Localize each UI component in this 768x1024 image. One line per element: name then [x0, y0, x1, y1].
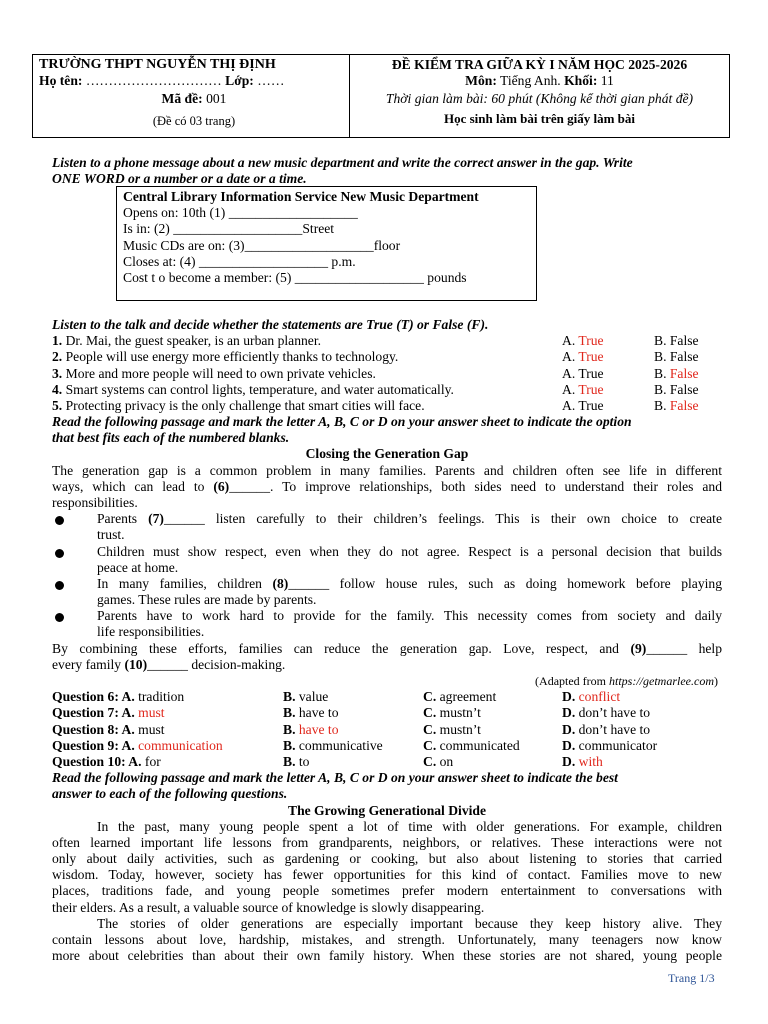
listening-1-section: [52, 155, 722, 187]
option-letter: A.: [121, 705, 139, 721]
option-text: communicated: [439, 737, 520, 753]
paragraph-line: their elders. As a result, a valuable source of knowledge is slowly disappearing.: [52, 899, 485, 915]
option-letter: A.: [562, 349, 579, 365]
option-letter: A.: [562, 381, 579, 397]
cloze-p1-line-3: responsibilities.: [52, 494, 138, 510]
question-row-10: [52, 754, 722, 770]
tf-statement-3: [52, 366, 722, 382]
gap-row-4: Closes at: (4) ___________________ p.m.: [123, 253, 356, 269]
option-b: [283, 722, 339, 738]
text-run: By combining these efforts, families can reduce the generation gap. Love, respect, and: [52, 640, 631, 656]
option-b: [283, 754, 309, 770]
option-text: mustn’t: [439, 705, 481, 721]
paragraph-line: The stories of older generations are especially important because they keep history alive. They: [97, 915, 722, 931]
reading-instruction-1: Read the following passage and mark the letter A, B, C or D on your answer sheet to indicate the best: [52, 770, 618, 786]
option-letter: B.: [283, 689, 299, 705]
option-text: tradition: [138, 689, 185, 705]
true-false-list: [52, 333, 722, 414]
option-letter: A.: [562, 397, 579, 413]
text-run: ______. To improve relationships, both sides need to understand their roles and: [229, 478, 722, 494]
cloze-p1-line-2: [52, 479, 722, 495]
option-text: communication: [138, 737, 223, 753]
option-true: True: [578, 397, 604, 413]
option-letter: A.: [562, 333, 579, 349]
option-text: on: [439, 753, 454, 769]
option-text: communicator: [578, 737, 658, 753]
gap-row-1: Opens on: 10th (1) ___________________: [123, 205, 358, 221]
paragraph-line: places, traditions fade, and young people sometimes prefer modern entertainment to conversations with: [52, 883, 722, 899]
name-blank: …………………………: [82, 73, 226, 88]
option-text: to: [298, 753, 310, 769]
option-true: True: [578, 365, 604, 381]
option-letter: A.: [562, 365, 579, 381]
option-letter: D.: [562, 689, 579, 705]
grade-value: 11: [597, 73, 614, 88]
cloze-p1-line-1: The generation gap is a common problem in many families. Parents and children often see life in different: [52, 462, 722, 478]
reading-paragraph-1: [52, 819, 722, 916]
paragraph-line: contain lessons about love, hardship, mistakes, and strength. Unfortunately, many teenagers now know: [52, 932, 722, 947]
option-true: True: [578, 349, 604, 365]
option-d: [562, 722, 650, 738]
gap-row-3: Music CDs are on: (3)___________________floor: [123, 237, 401, 253]
statement-text: Protecting privacy is the only challenge that smart cities will face.: [62, 397, 425, 413]
bullet-line: Parents have to work hard to provide for the family. This necessity comes from society and daily: [97, 608, 722, 624]
header-school-info: [33, 55, 350, 137]
option-letter: B.: [283, 737, 299, 753]
paragraph-line: In the past, many young people spent a lot of time with older generations. For example, children: [97, 818, 722, 834]
bullet-dot: [55, 613, 64, 622]
time-note: Thời gian làm bài: 60 phút (Không kể thời gian phát đề): [385, 91, 694, 106]
reading-instruction-2: answer to each of the following questions.: [52, 786, 288, 802]
cloze-p2-line-2: [52, 657, 722, 673]
subject-line: [350, 73, 729, 89]
bullet-item: [52, 608, 722, 640]
text-run: ______ follow house rules, such as doing homework before playing: [288, 575, 722, 591]
option-text: mustn’t: [439, 721, 481, 737]
option-c: [423, 722, 481, 738]
bullet-line: life responsibilities.: [97, 624, 205, 640]
question-list: [52, 689, 722, 770]
listening-2-section: [52, 317, 722, 414]
option-letter: B.: [283, 705, 299, 721]
exam-header: [32, 54, 730, 138]
listening-1-instruction-2: ONE WORD or a number or a date or a time.: [52, 171, 307, 187]
statement-text: Smart systems can control lights, temperature, and water automatically.: [62, 381, 454, 397]
text-run: every family: [52, 656, 125, 672]
option-letter: B.: [283, 753, 299, 769]
option-letter: B.: [654, 365, 670, 381]
class-blank: ……: [253, 73, 285, 88]
option-b: [283, 705, 339, 721]
statement-number: 5.: [52, 397, 63, 413]
option-a: [52, 689, 184, 705]
student-info-line: [39, 73, 349, 89]
option-d: [562, 705, 650, 721]
blank-number-9: (9): [630, 640, 647, 656]
subject-value: Tiếng Anh.: [496, 73, 565, 88]
bullet-line: [97, 576, 722, 592]
bullet-dot: [55, 549, 64, 558]
option-b: [654, 398, 699, 414]
question-label: Question 8:: [52, 721, 122, 737]
statement-text: More and more people will need to own private vehicles.: [62, 365, 376, 381]
blank-number-6: (6): [213, 478, 230, 494]
statement-number: 2.: [52, 349, 63, 365]
option-b: [283, 738, 383, 754]
exam-code-value: 001: [202, 91, 227, 106]
text-run: ______ decision-making.: [147, 656, 286, 672]
paragraph-line: only about daily activities, such as gardening or cooking, but also about listening to stories that carried: [52, 851, 722, 867]
option-c: [423, 705, 481, 721]
question-row-6: [52, 689, 722, 705]
bullet-line: trust.: [97, 527, 125, 543]
school-name: TRƯỜNG THPT NGUYỄN THỊ ĐỊNH: [39, 57, 276, 72]
option-a: [562, 333, 604, 349]
reading-paragraph-2: [52, 916, 722, 965]
option-letter: C.: [423, 705, 440, 721]
listening-2-instruction: Listen to the talk and decide whether the statements are True (T) or False (F).: [52, 317, 489, 332]
option-letter: B.: [283, 721, 299, 737]
tf-statement-1: [52, 333, 722, 349]
option-text: don’t have to: [578, 705, 651, 721]
exam-title: ĐỀ KIỂM TRA GIỮA KỲ I NĂM HỌC 2025-2026: [391, 57, 688, 72]
question-label: Question 6:: [52, 689, 122, 705]
bullet-line: Children must show respect, even when they do not agree. Respect is a personal decision that builds: [97, 543, 722, 559]
text-run: ______ help: [646, 640, 722, 656]
option-a: [562, 349, 604, 365]
option-text: agreement: [439, 689, 497, 705]
cloze-section: [52, 414, 722, 964]
option-letter: D.: [562, 721, 579, 737]
option-a: [562, 398, 604, 414]
option-text: must: [138, 705, 165, 721]
cloze-title: Closing the Generation Gap: [305, 446, 469, 462]
bullet-dot: [55, 581, 64, 590]
option-d: [562, 689, 620, 705]
cloze-instruction-1: Read the following passage and mark the letter A, B, C or D on your answer sheet to indicate the option: [52, 414, 632, 429]
question-row-8: [52, 722, 722, 738]
source-suffix: ): [714, 674, 718, 688]
option-a: [52, 722, 165, 738]
bullet-item: [52, 511, 722, 543]
source-line: [52, 673, 722, 689]
option-text: with: [578, 753, 603, 769]
listening-1-instruction-1: Listen to a phone message about a new music department and write the correct answer in the gap. Write: [52, 155, 633, 170]
option-letter: B.: [654, 397, 670, 413]
exam-code-line: [39, 91, 349, 107]
option-a: [52, 754, 161, 770]
option-b: [654, 349, 699, 365]
reading-title: The Growing Generational Divide: [288, 802, 486, 818]
option-text: conflict: [578, 689, 621, 705]
music-department-box: [116, 186, 537, 301]
option-false: False: [669, 349, 699, 365]
option-c: [423, 689, 496, 705]
option-letter: A.: [121, 721, 139, 737]
statement-number: 1.: [52, 333, 63, 349]
statement-number: 4.: [52, 381, 63, 397]
page-number: Trang 1/3: [668, 971, 715, 985]
option-a: [562, 366, 604, 382]
paragraph-line: wisdom. Today, however, society has fewer opportunities for this kind of contact. Families move to new: [52, 867, 722, 883]
tf-statement-2: [52, 349, 722, 365]
paragraph-line: more about celebrities than about their own family history. When these stories are not shared, young people: [52, 948, 722, 964]
option-letter: C.: [423, 753, 440, 769]
option-b: [283, 689, 328, 705]
option-letter: D.: [562, 737, 579, 753]
option-true: True: [578, 381, 604, 397]
option-text: for: [144, 753, 161, 769]
box-title: Central Library Information Service New Music Department: [123, 189, 479, 204]
text-run: ______ listen carefully to their children’s feelings. This is their own choice to create: [163, 511, 722, 527]
option-text: must: [138, 721, 165, 737]
option-c: [423, 738, 520, 754]
text-run: Parents: [97, 511, 149, 527]
option-b: [654, 333, 699, 349]
grade-label: Khối:: [564, 73, 598, 88]
option-true: True: [578, 333, 604, 349]
name-label: Họ tên:: [39, 73, 83, 88]
question-row-9: [52, 738, 722, 754]
bullet-dot: [55, 516, 64, 525]
cloze-p2-line-1: [52, 641, 722, 657]
header-exam-info: [350, 55, 729, 137]
question-label: Question 9:: [52, 737, 122, 753]
option-c: [423, 754, 453, 770]
cloze-instruction-2: that best fits each of the numbered blanks.: [52, 430, 290, 446]
option-d: [562, 738, 657, 754]
option-letter: B.: [654, 333, 670, 349]
statement-text: Dr. Mai, the guest speaker, is an urban planner.: [62, 333, 322, 349]
option-letter: A.: [121, 689, 139, 705]
answer-note: Học sinh làm bài trên giấy làm bài: [443, 111, 636, 126]
option-a: [562, 382, 604, 398]
question-label: Question 10:: [52, 753, 129, 769]
gap-row-2: Is in: (2) ___________________Street: [123, 221, 335, 237]
source-prefix: (Adapted from: [535, 674, 610, 688]
question-row-7: [52, 705, 722, 721]
option-false: False: [669, 333, 699, 349]
option-letter: C.: [423, 689, 440, 705]
blank-number-8: (8): [272, 575, 289, 591]
tf-statement-4: [52, 382, 722, 398]
option-letter: C.: [423, 721, 440, 737]
option-b: [654, 366, 699, 382]
option-letter: D.: [562, 753, 579, 769]
bullet-item: [52, 544, 722, 576]
option-d: [562, 754, 603, 770]
option-text: have to: [298, 705, 339, 721]
text-run: In many families, children: [97, 575, 273, 591]
option-letter: B.: [654, 349, 670, 365]
blank-number-7: (7): [148, 511, 164, 527]
source-link: https://getmarlee.com: [609, 674, 714, 688]
bullet-line: [97, 511, 722, 527]
option-letter: C.: [423, 737, 440, 753]
bullet-line: peace at home.: [97, 559, 179, 575]
statement-number: 3.: [52, 365, 63, 381]
blank-number-10: (10): [124, 656, 148, 672]
tf-statement-5: [52, 398, 722, 414]
statement-text: People will use energy more efficiently thanks to technology.: [62, 349, 399, 365]
option-text: value: [298, 689, 329, 705]
option-letter: B.: [654, 381, 670, 397]
option-a: [52, 705, 165, 721]
option-text: don’t have to: [578, 721, 651, 737]
option-false: False: [669, 397, 699, 413]
bullet-item: [52, 576, 722, 608]
option-b: [654, 382, 699, 398]
class-label: Lớp:: [225, 73, 254, 88]
question-label: Question 7:: [52, 705, 122, 721]
option-letter: D.: [562, 705, 579, 721]
option-letter: A.: [128, 753, 145, 769]
bullet-line: games. These rules are made by parents.: [97, 592, 317, 608]
paragraph-line: often learned important life lessons from grandparents, neighbors, or relatives. These interactions were not: [52, 834, 722, 850]
option-letter: A.: [121, 737, 139, 753]
exam-code-label: Mã đề:: [161, 91, 203, 106]
option-false: False: [669, 365, 699, 381]
subject-label: Môn:: [465, 73, 497, 88]
option-a: [52, 738, 223, 754]
text-run: ways, which can lead to: [52, 478, 214, 494]
pages-note: (Đề có 03 trang): [152, 114, 236, 128]
option-false: False: [669, 381, 699, 397]
option-text: have to: [298, 721, 339, 737]
gap-row-5: Cost t o become a member: (5) ___________________ pounds: [123, 269, 467, 285]
option-text: communicative: [298, 737, 383, 753]
